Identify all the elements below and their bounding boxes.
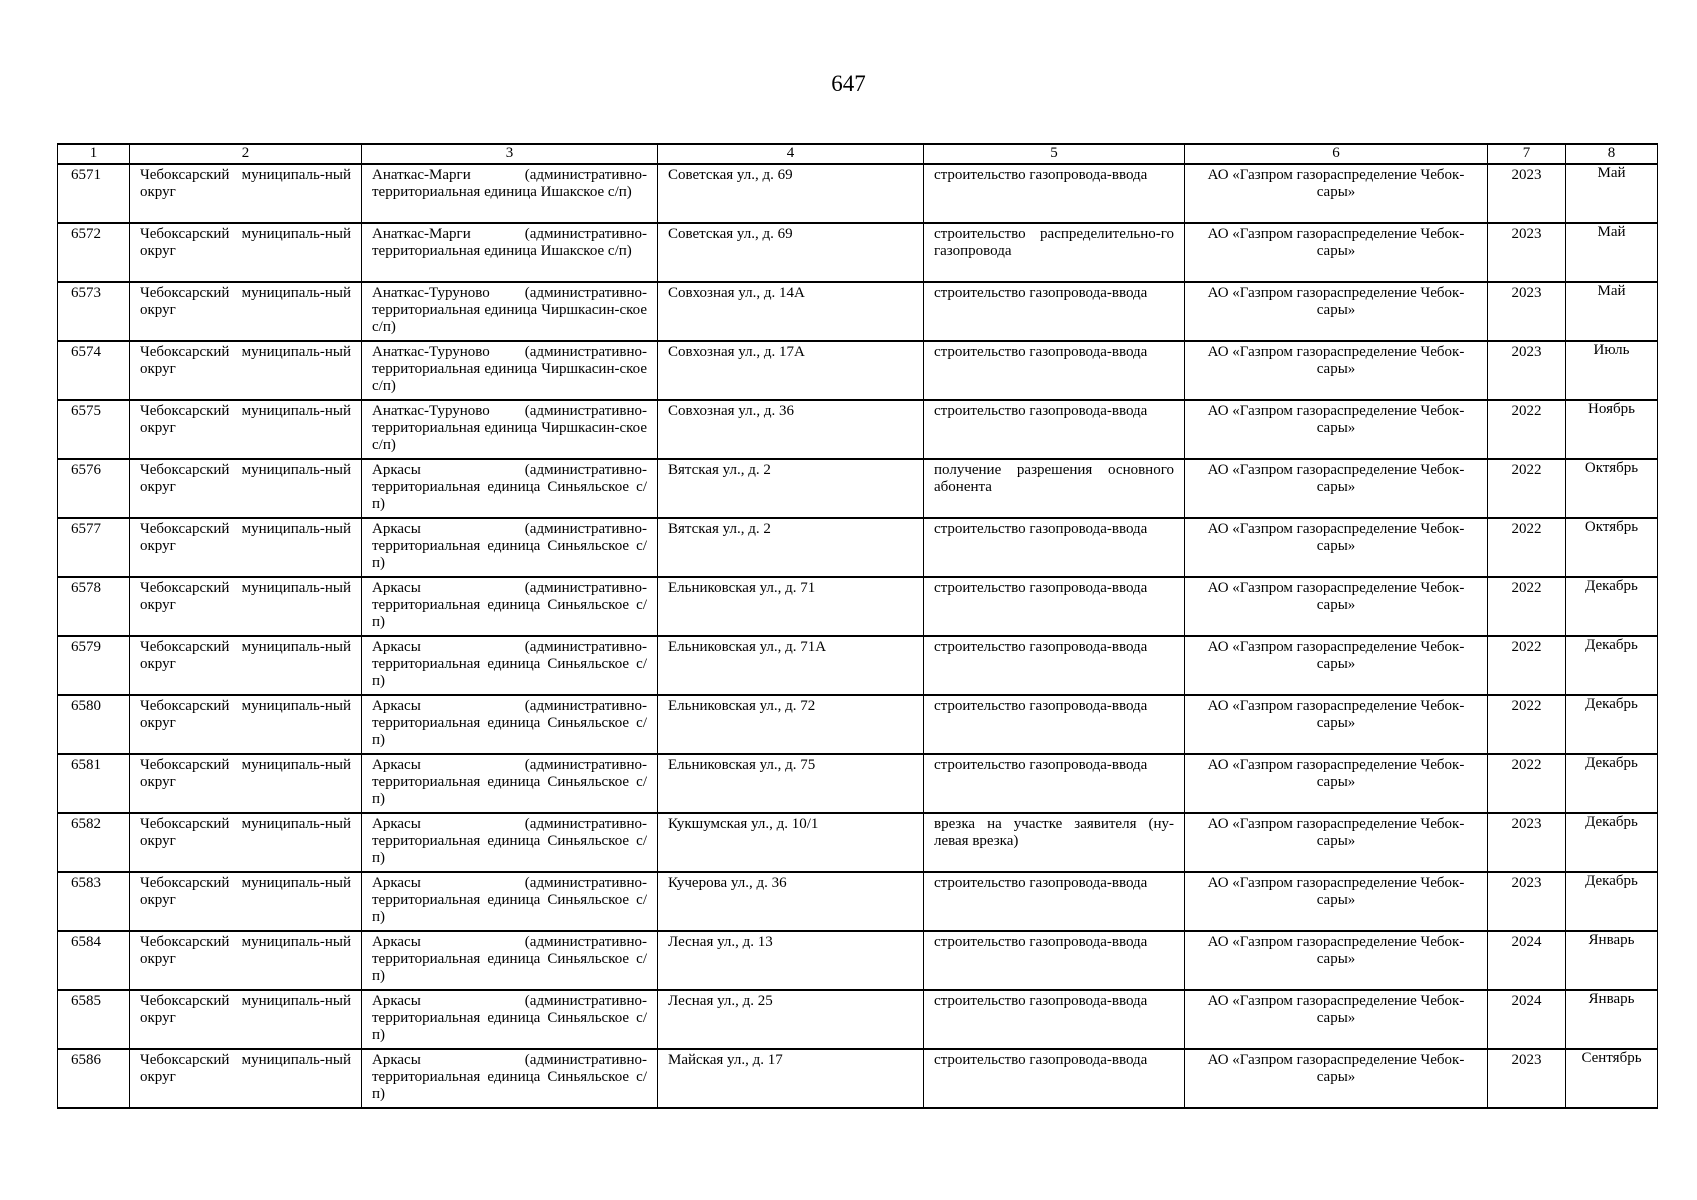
locality-cell: Аркасы (административно-территориальная единица Синьяльское с/п): [362, 577, 658, 636]
address-cell: Лесная ул., д. 13: [658, 931, 924, 990]
work-type-cell: строительство газопровода-ввода: [924, 400, 1185, 459]
row-number: 6571: [58, 164, 130, 223]
organization-cell: АО «Газпром газораспределение Чебок-сары»: [1185, 1049, 1488, 1108]
row-number: 6581: [58, 754, 130, 813]
address-cell: Вятская ул., д. 2: [658, 459, 924, 518]
organization-cell: АО «Газпром газораспределение Чебок-сары»: [1185, 813, 1488, 872]
district-cell: Чебоксарский муниципаль-ный округ: [130, 931, 362, 990]
address-cell: Майская ул., д. 17: [658, 1049, 924, 1108]
locality-cell: Аркасы (административно-территориальная единица Синьяльское с/п): [362, 813, 658, 872]
column-header-5: 5: [924, 144, 1185, 164]
locality-cell: Анаткас-Марги (административно-территориальная единица Ишакское с/п): [362, 164, 658, 223]
district-cell: Чебоксарский муниципаль-ный округ: [130, 164, 362, 223]
column-header-2: 2: [130, 144, 362, 164]
work-type-cell: строительство газопровода-ввода: [924, 164, 1185, 223]
locality-cell: Аркасы (административно-территориальная единица Синьяльское с/п): [362, 931, 658, 990]
table-header: [58, 144, 1658, 164]
address-cell: Ельниковская ул., д. 72: [658, 695, 924, 754]
year-cell: 2023: [1488, 813, 1566, 872]
row-number: 6583: [58, 872, 130, 931]
table-row: [58, 872, 1658, 931]
organization-cell: АО «Газпром газораспределение Чебок-сары»: [1185, 341, 1488, 400]
table-row: [58, 282, 1658, 341]
district-cell: Чебоксарский муниципаль-ный округ: [130, 636, 362, 695]
address-cell: Кукшумская ул., д. 10/1: [658, 813, 924, 872]
year-cell: 2022: [1488, 518, 1566, 577]
page-number: 647: [831, 71, 866, 96]
table-row: [58, 754, 1658, 813]
address-cell: Вятская ул., д. 2: [658, 518, 924, 577]
locality-cell: Анаткас-Туруново (административно-территориальная единица Чиршкасин-ское с/п): [362, 341, 658, 400]
row-number: 6580: [58, 695, 130, 754]
organization-cell: АО «Газпром газораспределение Чебок-сары»: [1185, 282, 1488, 341]
month-cell: Май: [1566, 282, 1658, 341]
organization-cell: АО «Газпром газораспределение Чебок-сары»: [1185, 400, 1488, 459]
table-row: [58, 990, 1658, 1049]
organization-cell: АО «Газпром газораспределение Чебок-сары»: [1185, 872, 1488, 931]
row-number: 6584: [58, 931, 130, 990]
district-cell: Чебоксарский муниципаль-ный округ: [130, 282, 362, 341]
month-cell: Декабрь: [1566, 872, 1658, 931]
locality-cell: Анаткас-Туруново (административно-территориальная единица Чиршкасин-ское с/п): [362, 400, 658, 459]
work-type-cell: строительство газопровода-ввода: [924, 1049, 1185, 1108]
column-header-6: 6: [1185, 144, 1488, 164]
organization-cell: АО «Газпром газораспределение Чебок-сары»: [1185, 518, 1488, 577]
month-cell: Декабрь: [1566, 695, 1658, 754]
district-cell: Чебоксарский муниципаль-ный округ: [130, 695, 362, 754]
organization-cell: АО «Газпром газораспределение Чебок-сары»: [1185, 577, 1488, 636]
work-type-cell: врезка на участке заявителя (ну-левая врезка): [924, 813, 1185, 872]
address-cell: Ельниковская ул., д. 71: [658, 577, 924, 636]
month-cell: Декабрь: [1566, 577, 1658, 636]
organization-cell: АО «Газпром газораспределение Чебок-сары»: [1185, 164, 1488, 223]
locality-cell: Анаткас-Марги (административно-территориальная единица Ишакское с/п): [362, 223, 658, 282]
month-cell: Октябрь: [1566, 459, 1658, 518]
year-cell: 2022: [1488, 695, 1566, 754]
address-cell: Советская ул., д. 69: [658, 223, 924, 282]
district-cell: Чебоксарский муниципаль-ный округ: [130, 518, 362, 577]
row-number: 6585: [58, 990, 130, 1049]
table-row: [58, 813, 1658, 872]
locality-cell: Аркасы (административно-территориальная единица Синьяльское с/п): [362, 459, 658, 518]
district-cell: Чебоксарский муниципаль-ный округ: [130, 341, 362, 400]
address-cell: Советская ул., д. 69: [658, 164, 924, 223]
year-cell: 2023: [1488, 223, 1566, 282]
address-cell: Совхозная ул., д. 17А: [658, 341, 924, 400]
work-type-cell: строительство газопровода-ввода: [924, 754, 1185, 813]
row-number: 6573: [58, 282, 130, 341]
table-row: [58, 223, 1658, 282]
address-cell: Совхозная ул., д. 36: [658, 400, 924, 459]
month-cell: Май: [1566, 164, 1658, 223]
year-cell: 2023: [1488, 872, 1566, 931]
row-number: 6576: [58, 459, 130, 518]
year-cell: 2024: [1488, 990, 1566, 1049]
month-cell: Июль: [1566, 341, 1658, 400]
table-row: [58, 164, 1658, 223]
table-body: [58, 164, 1658, 1108]
year-cell: 2022: [1488, 636, 1566, 695]
month-cell: Октябрь: [1566, 518, 1658, 577]
row-number: 6582: [58, 813, 130, 872]
month-cell: Декабрь: [1566, 813, 1658, 872]
organization-cell: АО «Газпром газораспределение Чебок-сары»: [1185, 459, 1488, 518]
organization-cell: АО «Газпром газораспределение Чебок-сары»: [1185, 223, 1488, 282]
organization-cell: АО «Газпром газораспределение Чебок-сары»: [1185, 990, 1488, 1049]
work-type-cell: строительство газопровода-ввода: [924, 518, 1185, 577]
address-cell: Совхозная ул., д. 14А: [658, 282, 924, 341]
work-type-cell: строительство газопровода-ввода: [924, 636, 1185, 695]
district-cell: Чебоксарский муниципаль-ный округ: [130, 1049, 362, 1108]
work-type-cell: строительство газопровода-ввода: [924, 872, 1185, 931]
row-number: 6586: [58, 1049, 130, 1108]
table-row: [58, 636, 1658, 695]
work-type-cell: строительство газопровода-ввода: [924, 931, 1185, 990]
district-cell: Чебоксарский муниципаль-ный округ: [130, 754, 362, 813]
row-number: 6575: [58, 400, 130, 459]
registry-table: [57, 143, 1658, 1109]
work-type-cell: строительство распределительно-го газопровода: [924, 223, 1185, 282]
table-row: [58, 577, 1658, 636]
month-cell: Декабрь: [1566, 754, 1658, 813]
row-number: 6572: [58, 223, 130, 282]
table-row: [58, 931, 1658, 990]
column-header-8: 8: [1566, 144, 1658, 164]
table-row: [58, 518, 1658, 577]
year-cell: 2022: [1488, 577, 1566, 636]
row-number: 6579: [58, 636, 130, 695]
district-cell: Чебоксарский муниципаль-ный округ: [130, 400, 362, 459]
locality-cell: Аркасы (административно-территориальная единица Синьяльское с/п): [362, 990, 658, 1049]
work-type-cell: получение разрешения основного абонента: [924, 459, 1185, 518]
work-type-cell: строительство газопровода-ввода: [924, 341, 1185, 400]
work-type-cell: строительство газопровода-ввода: [924, 695, 1185, 754]
year-cell: 2023: [1488, 164, 1566, 223]
row-number: 6577: [58, 518, 130, 577]
month-cell: Январь: [1566, 931, 1658, 990]
district-cell: Чебоксарский муниципаль-ный округ: [130, 872, 362, 931]
column-header-3: 3: [362, 144, 658, 164]
address-cell: Кучерова ул., д. 36: [658, 872, 924, 931]
year-cell: 2024: [1488, 931, 1566, 990]
month-cell: Сентябрь: [1566, 1049, 1658, 1108]
address-cell: Ельниковская ул., д. 71А: [658, 636, 924, 695]
row-number: 6578: [58, 577, 130, 636]
year-cell: 2023: [1488, 1049, 1566, 1108]
month-cell: Май: [1566, 223, 1658, 282]
locality-cell: Анаткас-Туруново (административно-территориальная единица Чиршкасин-ское с/п): [362, 282, 658, 341]
year-cell: 2023: [1488, 341, 1566, 400]
organization-cell: АО «Газпром газораспределение Чебок-сары»: [1185, 695, 1488, 754]
row-number: 6574: [58, 341, 130, 400]
address-cell: Ельниковская ул., д. 75: [658, 754, 924, 813]
year-cell: 2022: [1488, 754, 1566, 813]
district-cell: Чебоксарский муниципаль-ный округ: [130, 813, 362, 872]
table-row: [58, 1049, 1658, 1108]
address-cell: Лесная ул., д. 25: [658, 990, 924, 1049]
locality-cell: Аркасы (административно-территориальная единица Синьяльское с/п): [362, 1049, 658, 1108]
table-row: [58, 695, 1658, 754]
district-cell: Чебоксарский муниципаль-ный округ: [130, 459, 362, 518]
district-cell: Чебоксарский муниципаль-ный округ: [130, 990, 362, 1049]
work-type-cell: строительство газопровода-ввода: [924, 577, 1185, 636]
organization-cell: АО «Газпром газораспределение Чебок-сары»: [1185, 636, 1488, 695]
locality-cell: Аркасы (административно-территориальная единица Синьяльское с/п): [362, 754, 658, 813]
district-cell: Чебоксарский муниципаль-ный округ: [130, 577, 362, 636]
organization-cell: АО «Газпром газораспределение Чебок-сары»: [1185, 931, 1488, 990]
locality-cell: Аркасы (административно-территориальная единица Синьяльское с/п): [362, 518, 658, 577]
column-header-4: 4: [658, 144, 924, 164]
column-header-7: 7: [1488, 144, 1566, 164]
month-cell: Январь: [1566, 990, 1658, 1049]
month-cell: Декабрь: [1566, 636, 1658, 695]
organization-cell: АО «Газпром газораспределение Чебок-сары»: [1185, 754, 1488, 813]
work-type-cell: строительство газопровода-ввода: [924, 282, 1185, 341]
column-header-1: 1: [58, 144, 130, 164]
year-cell: 2022: [1488, 400, 1566, 459]
header-row: [58, 144, 1658, 164]
month-cell: Ноябрь: [1566, 400, 1658, 459]
table-row: [58, 400, 1658, 459]
locality-cell: Аркасы (административно-территориальная единица Синьяльское с/п): [362, 872, 658, 931]
table-row: [58, 341, 1658, 400]
locality-cell: Аркасы (административно-территориальная единица Синьяльское с/п): [362, 636, 658, 695]
district-cell: Чебоксарский муниципаль-ный округ: [130, 223, 362, 282]
work-type-cell: строительство газопровода-ввода: [924, 990, 1185, 1049]
table-row: [58, 459, 1658, 518]
year-cell: 2022: [1488, 459, 1566, 518]
year-cell: 2023: [1488, 282, 1566, 341]
locality-cell: Аркасы (административно-территориальная единица Синьяльское с/п): [362, 695, 658, 754]
